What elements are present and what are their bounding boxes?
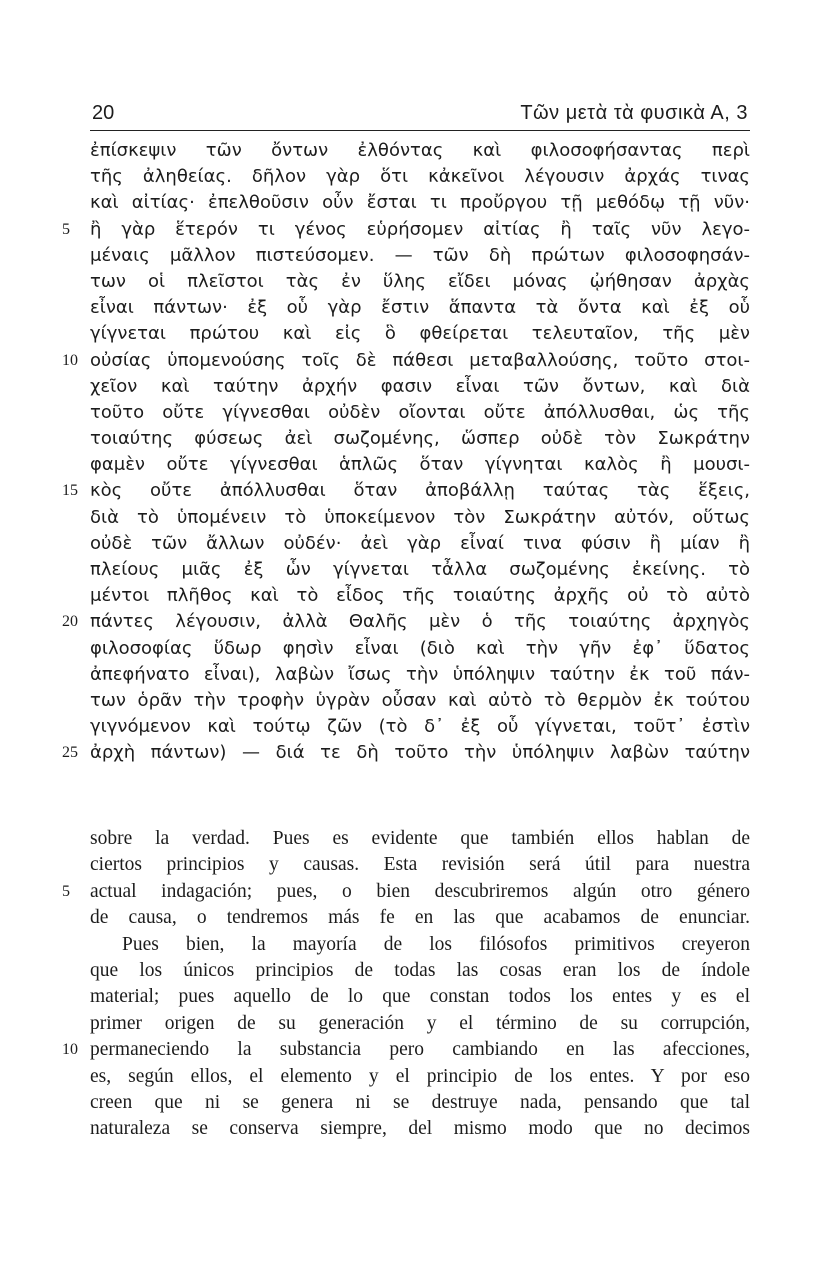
line-number: 15: [62, 482, 78, 500]
greek-line: [90, 426, 750, 452]
greek-line-text: καὶ αἰτίας· ἐπελθοῦσιν οὖν ἔσται τι προὔργου τῇ μεθόδῳ τῇ νῦν·: [90, 192, 750, 214]
greek-line: [62, 609, 750, 635]
greek-line-text: των ὁρᾶν τὴν τροφὴν ὑγρὰν οὖσαν καὶ αὐτὸ τὸ θερμὸν ἐκ τούτου: [90, 689, 750, 711]
greek-line: [90, 190, 750, 216]
page-number: 20: [92, 102, 115, 124]
spanish-line-text: de causa, o tendremos más fe en las que acabamos de enunciar.: [90, 907, 750, 929]
spanish-line: [90, 932, 750, 958]
line-number: 10: [62, 351, 78, 369]
greek-line-text: των οἱ πλεῖστοι τὰς ἐν ὕλης εἴδει μόνας ᾠήθησαν ἀρχὰς: [90, 270, 750, 292]
greek-line-text: χεῖον καὶ ταύτην ἀρχήν φασιν εἶναι τῶν ὄντων, καὶ διὰ: [90, 375, 750, 397]
line-number: 20: [62, 613, 78, 631]
spanish-line-text: creen que ni se genera ni se destruye nada, pensando que tal: [90, 1091, 750, 1113]
greek-line: [90, 400, 750, 426]
spanish-line: [90, 1090, 750, 1116]
page-header: [90, 100, 750, 131]
spanish-line: [90, 826, 750, 852]
greek-line: [90, 164, 750, 190]
greek-line: [62, 478, 750, 504]
greek-line: [90, 374, 750, 400]
greek-line: [90, 269, 750, 295]
greek-line: [90, 583, 750, 609]
greek-line-text: τοιαύτης φύσεως ἀεὶ σωζομένης, ὥσπερ οὐδὲ τὸν Σωκράτην: [90, 428, 750, 450]
greek-line-text: φιλοσοφίας ὕδωρ φησὶν εἶναι (διὸ καὶ τὴν γῆν ἐφ᾽ ὕδατος: [90, 637, 750, 659]
greek-line: [90, 688, 750, 714]
running-head: Τῶν μετὰ τὰ φυσικὰ Α, 3: [520, 102, 748, 124]
greek-line: [90, 557, 750, 583]
greek-line-text: πάντες λέγουσιν, ἀλλὰ Θαλῆς μὲν ὁ τῆς τοιαύτης ἀρχηγὸς: [90, 611, 750, 633]
greek-line: [62, 348, 750, 374]
greek-text: [62, 138, 750, 767]
greek-line-text: ἢ γὰρ ἕτερόν τι γένος εὑρήσομεν αἰτίας ἢ ταῖς νῦν λεγο-: [90, 218, 750, 240]
greek-line-text: φαμὲν οὔτε γίγνεσθαι ἁπλῶς ὅταν γίγνηται καλὸς ἢ μουσι-: [90, 454, 750, 476]
spanish-line: [90, 1116, 750, 1142]
greek-line-text: μέναις μᾶλλον πιστεύσομεν. — τῶν δὴ πρώτων φιλοσοφησάν-: [90, 244, 750, 266]
greek-line-text: κὸς οὔτε ἀπόλλυσθαι ὅταν ἀποβάλλῃ ταύτας τὰς ἕξεις,: [90, 480, 750, 502]
greek-line: [90, 505, 750, 531]
spanish-translation: [62, 826, 750, 1143]
spanish-line: [90, 958, 750, 984]
greek-line: [90, 531, 750, 557]
greek-line-text: γίγνεται πρώτου καὶ εἰς ὃ φθείρεται τελευταῖον, τῆς μὲν: [90, 323, 750, 345]
spanish-line: [62, 1037, 750, 1063]
greek-line: [90, 714, 750, 740]
greek-line: [90, 295, 750, 321]
spanish-line: [90, 1011, 750, 1037]
greek-line-text: τῆς ἀληθείας. δῆλον γὰρ ὅτι κἀκεῖνοι λέγουσιν ἀρχάς τινας: [90, 166, 750, 188]
greek-line: [62, 217, 750, 243]
spanish-line: [90, 905, 750, 931]
greek-line-text: ἐπίσκεψιν τῶν ὄντων ἐλθόντας καὶ φιλοσοφήσαντας περὶ: [90, 140, 750, 161]
greek-line-text: πλείους μιᾶς ἐξ ὧν γίγνεται τἆλλα σωζομένης ἐκείνης. τὸ: [90, 559, 750, 580]
spanish-line-text: permaneciendo la substancia pero cambiando en las afecciones,: [90, 1039, 750, 1061]
spanish-line: [62, 879, 750, 905]
spanish-line-text: primer origen de su generación y el término de su corrupción,: [90, 1012, 750, 1034]
greek-line-text: οὐσίας ὑπομενούσης τοῖς δὲ πάθεσι μεταβαλλούσης, τοῦτο στοι-: [90, 349, 750, 371]
spanish-line: [90, 852, 750, 878]
greek-line: [90, 243, 750, 269]
greek-line-text: γιγνόμενον καὶ τούτῳ ζῶν (τὸ δ᾽ ἐξ οὗ γίγνεται, τοῦτ᾽ ἐστὶν: [90, 716, 750, 738]
greek-line: [90, 662, 750, 688]
spanish-line: [90, 1064, 750, 1090]
greek-line-text: διὰ τὸ ὑπομένειν τὸ ὑποκείμενον τὸν Σωκράτην αὐτόν, οὕτως: [90, 506, 750, 528]
line-number: 5: [62, 882, 70, 900]
greek-line-text: τοῦτο οὔτε γίγνεσθαι οὐδὲν οἴονται οὔτε ἀπόλλυσθαι, ὡς τῆς: [90, 401, 750, 423]
spanish-line-text: sobre la verdad. Pues es evidente que también ellos hablan de: [90, 828, 750, 849]
spanish-line-text: Pues bien, la mayoría de los filósofos primitivos creyeron: [122, 933, 750, 955]
spanish-line-text: naturaleza se conserva siempre, del mismo modo que no decimos: [90, 1118, 750, 1140]
greek-line-text: μέντοι πλῆθος καὶ τὸ εἶδος τῆς τοιαύτης ἀρχῆς οὐ τὸ αὐτὸ: [90, 585, 750, 607]
greek-line: [90, 321, 750, 347]
greek-line: [90, 138, 750, 164]
greek-line: [90, 636, 750, 662]
spanish-line-text: material; pues aquello de lo que constan todos los entes y es el: [90, 986, 750, 1008]
line-number: 5: [62, 220, 70, 238]
greek-line-text: ἀπεφήνατο εἶναι), λαβὼν ἴσως τὴν ὑπόληψιν ταύτην ἐκ τοῦ πάν-: [90, 663, 750, 685]
line-number: 10: [62, 1041, 78, 1059]
spanish-line-text: es, según ellos, el elemento y el principio de los entes. Y por eso: [90, 1065, 750, 1087]
spanish-line-text: actual indagación; pues, o bien descubriremos algún otro género: [90, 880, 750, 902]
spanish-line-text: que los únicos principios de todas las cosas eran los de índole: [90, 959, 750, 981]
spanish-line: [90, 984, 750, 1010]
greek-line-text: ἀρχὴ πάντων) — διά τε δὴ τοῦτο τὴν ὑπόληψιν λαβὼν ταύτην: [90, 742, 750, 764]
line-number: 25: [62, 744, 78, 762]
spanish-line-text: ciertos principios y causas. Esta revisión será útil para nuestra: [90, 854, 750, 876]
greek-line-text: εἶναι πάντων· ἐξ οὗ γὰρ ἔστιν ἅπαντα τὰ ὄντα καὶ ἐξ οὗ: [90, 297, 750, 319]
greek-line-text: οὐδὲ τῶν ἄλλων οὐδέν· ἀεὶ γὰρ εἶναί τινα φύσιν ἢ μίαν ἢ: [90, 532, 750, 554]
greek-line: [90, 452, 750, 478]
greek-line: [62, 740, 750, 766]
